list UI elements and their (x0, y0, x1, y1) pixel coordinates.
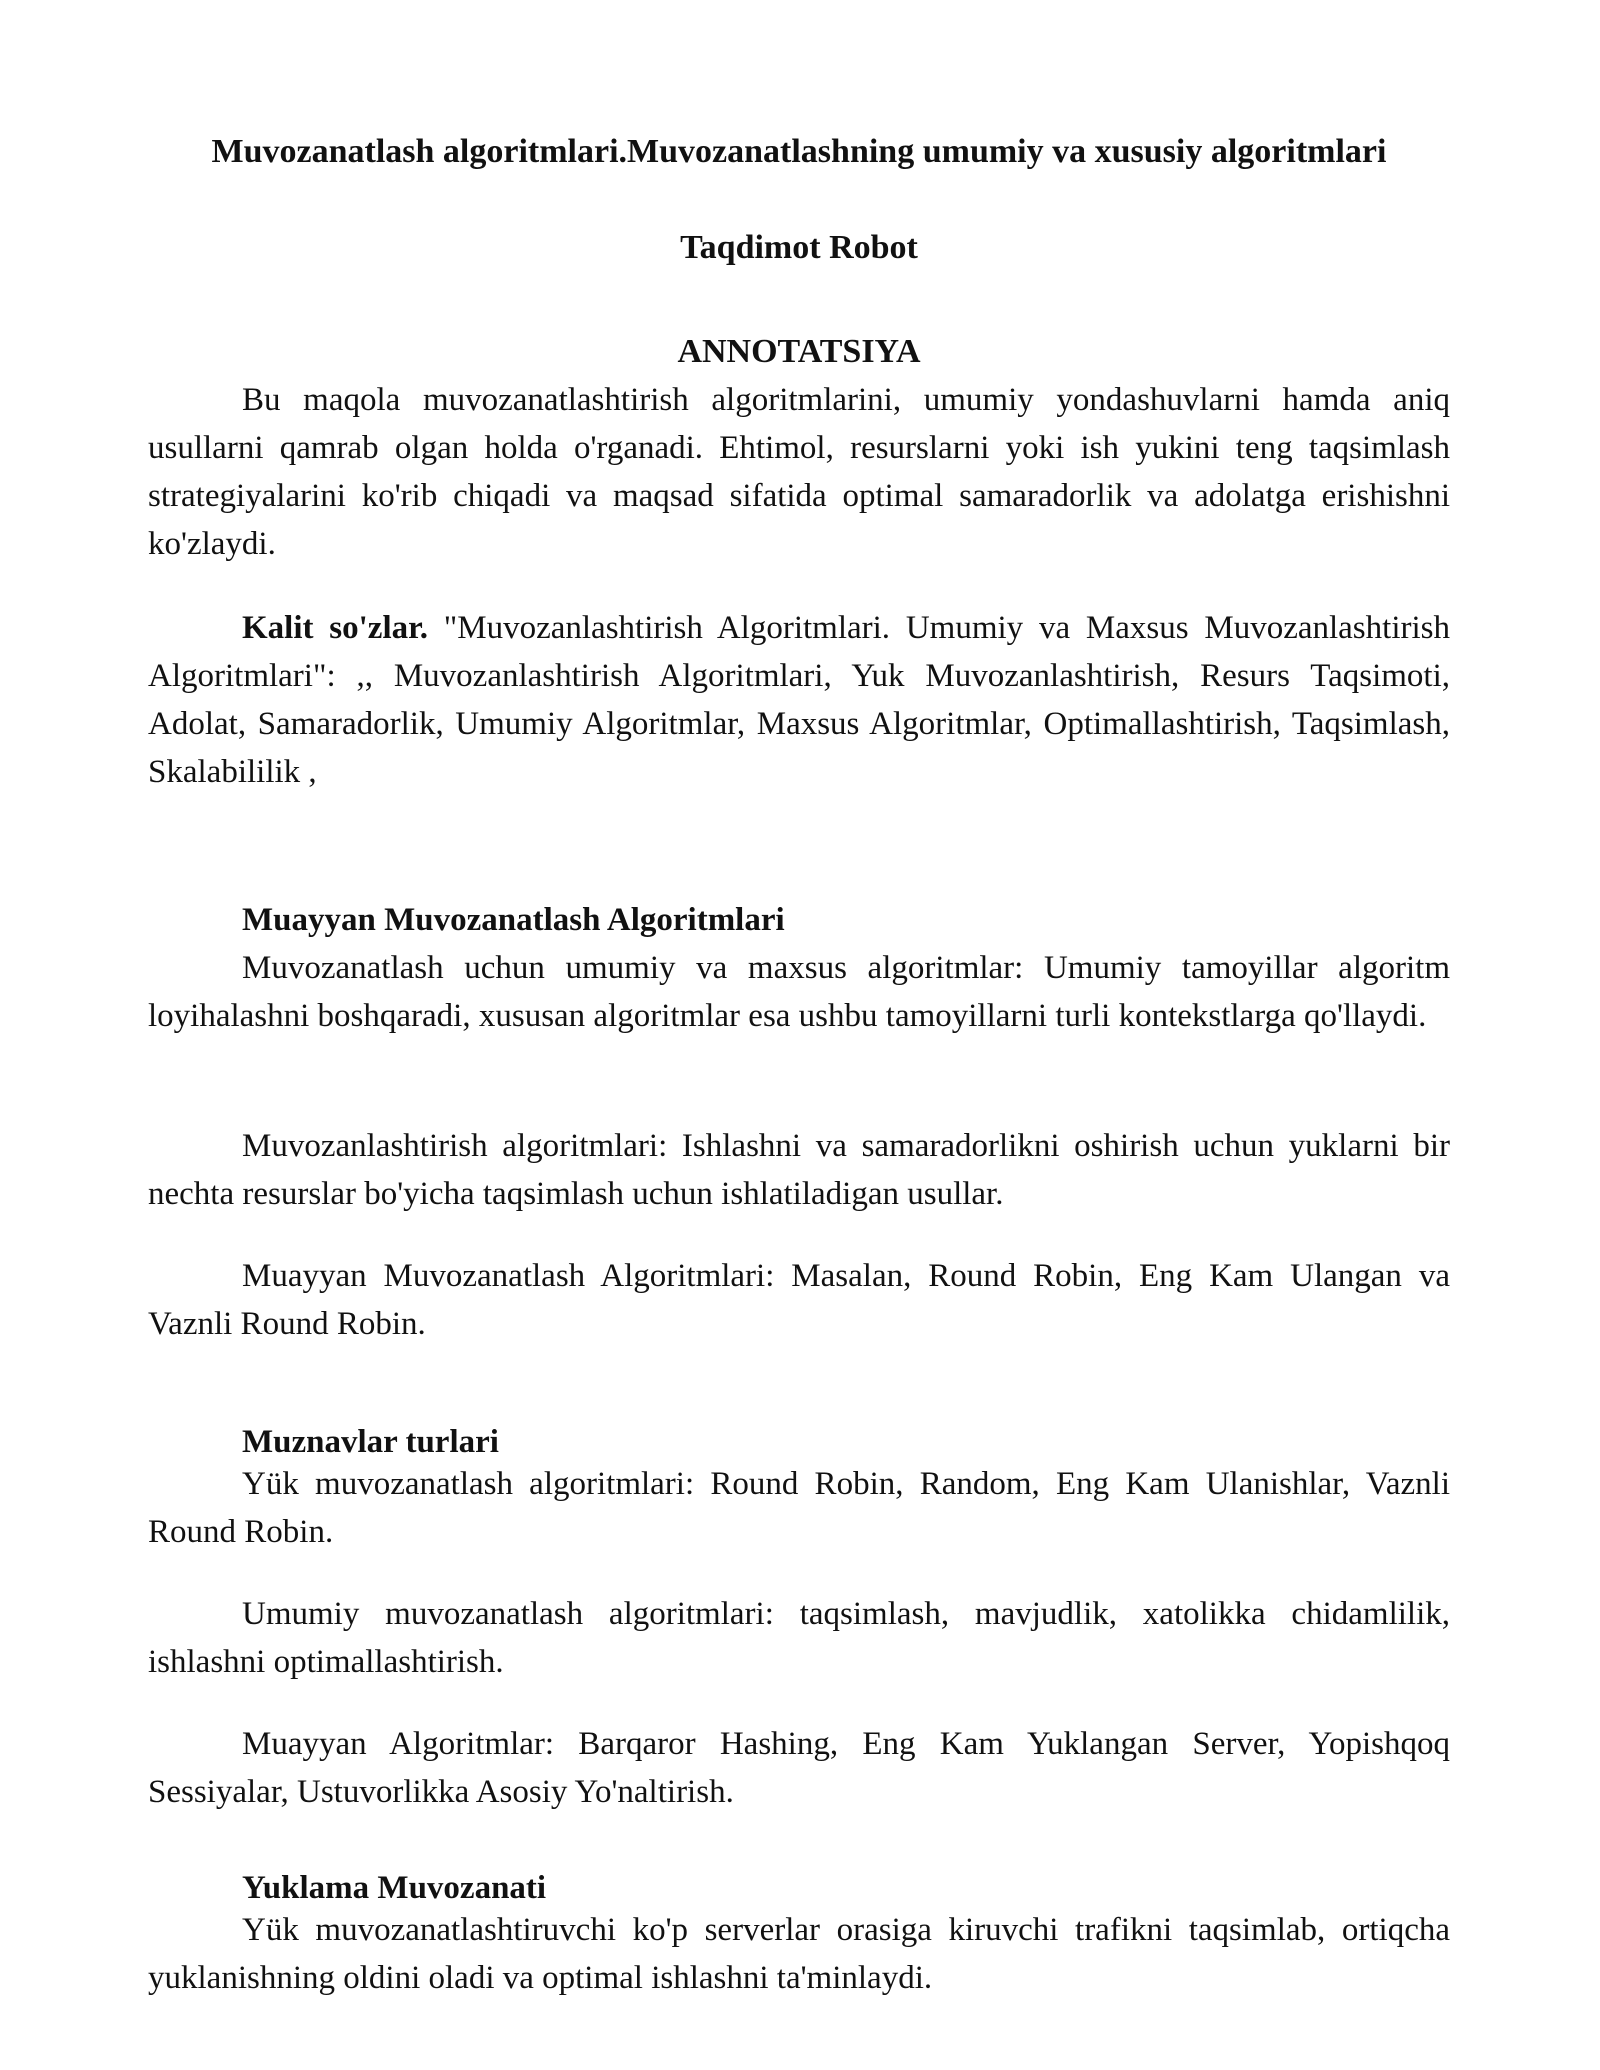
document-title: Muvozanatlash algoritmlari.Muvozanatlashning umumiy va xususiy algoritmlari (211, 133, 1387, 170)
section-1-paragraph-3: Muayyan Muvozanatlash Algoritmlari: Masalan, Round Robin, Eng Kam Ulangan va Vaznli Round Robin. (148, 1258, 1450, 1342)
section-3-paragraph-1: Yük muvozanatlashtiruvchi ko'p serverlar orasiga kiruvchi trafikni taqsimlab, ortiqcha yuklanishning oldini oladi va optimal ishlashni ta'minlaydi. (148, 1912, 1450, 1996)
section-2-paragraph-1: Yük muvozanatlash algoritmlari: Round Robin, Random, Eng Kam Ulanishlar, Vaznli Round Robin. (148, 1466, 1450, 1550)
keywords-paragraph (148, 604, 1450, 796)
section-2-paragraph-2: Umumiy muvozanatlash algoritmlari: taqsimlash, mavjudlik, xatolikka chidamlilik, ishlashni optimallashtirish. (148, 1596, 1450, 1680)
section-heading-types: Muznavlar turlari (242, 1424, 499, 1460)
section-1-paragraph-2: Muvozanlashtirish algoritmlari: Ishlashni va samaradorlikni oshirish uchun yuklarni bir nechta resurslar bo'yicha taqsimlash uchun ishlatiladigan usullar. (148, 1128, 1450, 1212)
section-heading-specific-algorithms: Muayyan Muvozanatlash Algoritmlari (242, 902, 785, 938)
section-2-paragraph-3: Muayyan Algoritmlar: Barqaror Hashing, Eng Kam Yuklangan Server, Yopishqoq Sessiyalar, Ustuvorlikka Asosiy Yo'naltirish. (148, 1726, 1450, 1810)
section-heading-load-balance: Yuklama Muvozanati (242, 1870, 547, 1906)
keywords-label: Kalit so'zlar. (242, 610, 428, 646)
annotation-heading: ANNOTATSIYA (677, 333, 921, 370)
keywords-text: "Muvozanlashtirish Algoritmlari. Umumiy va Maxsus Muvozanlashtirish Algoritmlari": ,, Muvozanlashtirish Algoritmlari, Yuk Muvozanlashtirish, Resurs Taqsimoti, Adolat, Samaradorlik, Umumiy Algoritmlar, Maxsus Algoritmlar, Optimallashtirish, Taqsimlash, Skalabililik , (148, 610, 1450, 790)
section-1-paragraph-1: Muvozanatlash uchun umumiy va maxsus algoritmlar: Umumiy tamoyillar algoritm loyihalashni boshqaradi, xususan algoritmlar esa ushbu tamoyillarni turli kontekstlarga qo'llaydi. (148, 950, 1450, 1034)
annotation-text: Bu maqola muvozanatlashtirish algoritmlarini, umumiy yondashuvlarni hamda aniq usullarni qamrab olgan holda o'rganadi. Ehtimol, resurslarni yoki ish yukini teng taqsimlash strategiyalarini ko'rib chiqadi va maqsad sifatida optimal samaradorlik va adolatga erishishni ko'zlaydi. (148, 382, 1450, 562)
author-name: Taqdimot Robot (680, 229, 918, 266)
